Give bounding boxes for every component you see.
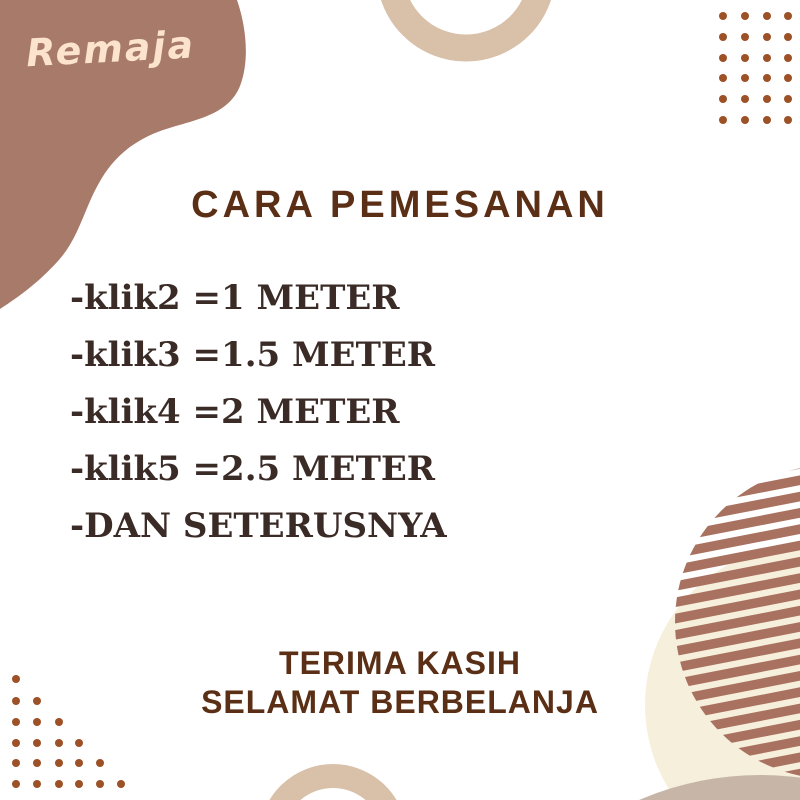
- footer-message: [0, 644, 800, 722]
- instruction-item: -klik3 =1.5 METER: [70, 335, 436, 375]
- brand-logo-text: Remaja: [24, 22, 197, 76]
- top-right-dots-grid: [719, 12, 792, 124]
- instructions-list: [70, 270, 630, 555]
- instruction-item: -klik5 =2.5 METER: [70, 449, 436, 489]
- instruction-item: -klik2 =1 METER: [70, 278, 400, 318]
- instruction-item: -klik4 =2 METER: [70, 392, 400, 432]
- page-title: CARA PEMESANAN: [191, 184, 609, 226]
- bottom-ring-shape: [271, 776, 395, 800]
- footer-thanks-line: TERIMA KASIH: [279, 645, 521, 681]
- instruction-item: -DAN SETERUSNYA: [70, 506, 447, 546]
- footer-greeting-line: SELAMAT BERBELANJA: [201, 684, 599, 720]
- top-ring-shape: [390, 0, 542, 48]
- taupe-circle-shape: [455, 775, 800, 800]
